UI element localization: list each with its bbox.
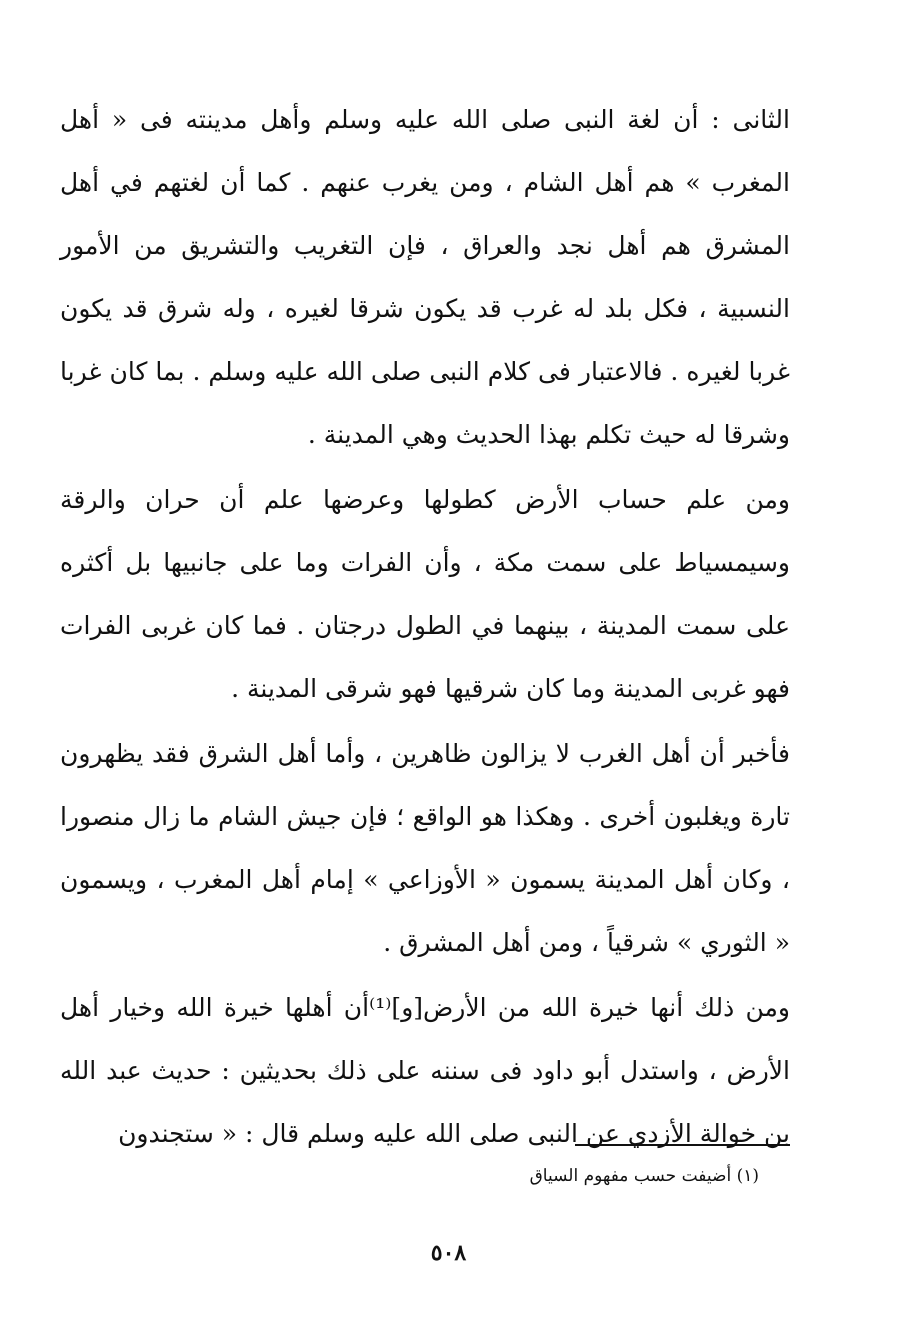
paragraph: الثانى : أن لغة النبى صلى الله عليه وسلم وأهل مدينته فى « أهل المغرب » هم أهل الشام ، ومن يغرب عنهم . كما أن لغتهم في أهل المشرق هم أهل نجد والعراق ، فإن التغريب والتشريق من الأمور النسبية ، فكل بلد له غرب قد يكون شرقا لغيره ، وله شرق قد يكون غربا لغيره . فالاعتبار فى كلام النبى صلى الله عليه وسلم . بما كان غربا وشرقا له حيث تكلم بهذا الحديث وهي المدينة . <box>60 105 790 449</box>
footnote: (١) أضيفت حسب مفهوم السياق <box>529 1166 759 1186</box>
page-number: ٥٠٨ <box>430 1240 467 1266</box>
page-body <box>60 88 790 1165</box>
paragraph: ومن ذلك أنها خيرة الله من الأرض[و]⁽¹⁾أن أهلها خيرة الله وخيار أهل الأرض ، واستدل أبو داود فى سننه على ذلك بحديثين : حديث عبد الله بن خوالة الأزدي عن النبى صلى الله عليه وسلم قال : « ستجندون <box>60 993 790 1148</box>
paragraph: فأخبر أن أهل الغرب لا يزالون ظاهرين ، وأما أهل الشرق فقد يظهرون تارة ويغلبون أخرى . وهكذا هو الواقع ؛ فإن جيش الشام ما زال منصورا ، وكان أهل المدينة يسمون « الأوزاعي » إمام أهل المغرب ، ويسمون « الثوري » شرقياً ، ومن أهل المشرق . <box>60 739 790 957</box>
footnote-divider <box>575 1144 790 1146</box>
paragraph: ومن علم حساب الأرض كطولها وعرضها علم أن حران والرقة وسيمسياط على سمت مكة ، وأن الفرات وما على جانبيها بل أكثره على سمت المدينة ، بينهما في الطول درجتان . فما كان غربى الفرات فهو غربى المدينة وما كان شرقيها فهو شرقى المدينة . <box>60 485 790 703</box>
